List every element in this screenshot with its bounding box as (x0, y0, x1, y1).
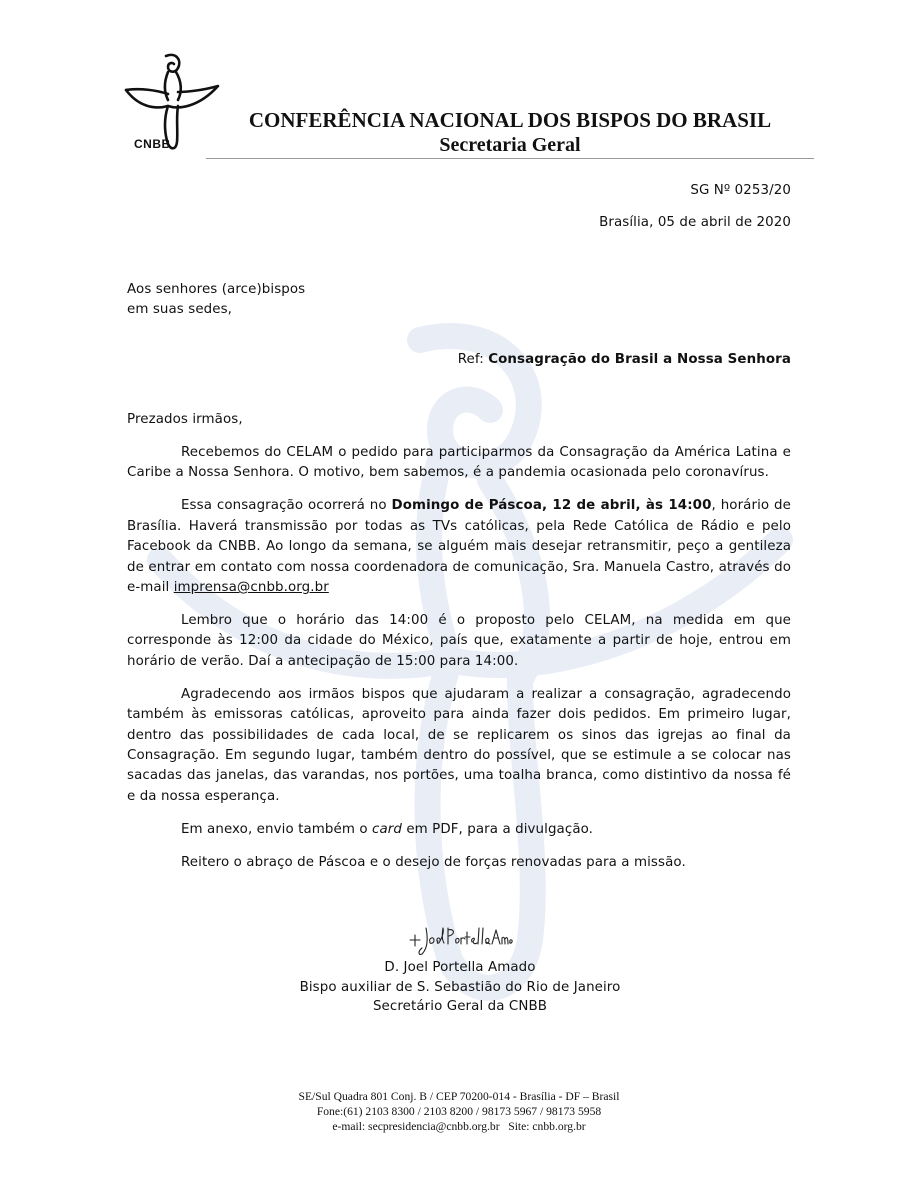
header-divider (206, 158, 814, 159)
signer-block (200, 958, 720, 1017)
paragraph-1: Recebemos do CELAM o pedido para participarmos da Consagração da América Latina e Caribe a Nossa Senhora. O motivo, bem sabemos, é a pandemia ocasionada pelo coronavírus. (127, 445, 791, 481)
press-email-link[interactable]: imprensa@cnbb.org.br (173, 580, 329, 596)
paragraph-5-intro: Em anexo, envio também o (181, 821, 372, 837)
greeting: Prezados irmãos, (127, 412, 243, 427)
signer-name: D. Joel Portella Amado (384, 960, 536, 975)
paragraph-2-intro: Essa consagração ocorrerá no (181, 498, 392, 514)
paragraph-2 (127, 496, 791, 598)
footer-contact: e-mail: secpresidencia@cnbb.org.br Site: cnbb.org.br (332, 1120, 586, 1133)
event-datetime: Domingo de Páscoa, 12 de abril, às 14:00 (391, 498, 712, 514)
subject-label: Ref: (457, 352, 489, 367)
handwritten-signature (406, 918, 516, 958)
footer (160, 1089, 758, 1134)
signer-role-1: Bispo auxiliar de S. Sebastião do Rio de Janeiro (299, 979, 621, 995)
reference-number: SG Nº 0253/20 (690, 183, 791, 198)
organization-subtitle: Secretaria Geral (439, 134, 581, 156)
subject-text: Consagração do Brasil a Nossa Senhora (488, 352, 791, 367)
addressee (127, 280, 305, 320)
addressee-line-1: Aos senhores (arce)bispos (127, 282, 306, 297)
paragraph-5 (127, 820, 791, 840)
place-date: Brasília, 05 de abril de 2020 (599, 215, 791, 230)
letter-body (127, 443, 791, 886)
paragraph-3: Lembro que o horário das 14:00 é o proposto pelo CELAM, na medida em que corresponde às 12:00 da cidade do México, país que, exatamente a partir de hoje, entrou em horário de verão. Daí a antecipação de 15:00 para 14:00. (127, 613, 791, 669)
addressee-line-2: em suas sedes, (127, 302, 233, 317)
organization-title: CONFERÊNCIA NACIONAL DOS BISPOS DO BRASIL (248, 108, 772, 132)
footer-address: SE/Sul Quadra 801 Conj. B / CEP 70200-014 - Brasília - DF – Brasil (298, 1090, 620, 1103)
signer-role-2: Secretário Geral da CNBB (372, 999, 548, 1015)
subject-line (458, 352, 791, 367)
logo-text: CNBB (134, 137, 171, 151)
footer-phones: Fone:(61) 2103 8300 / 2103 8200 / 98173 5967 / 98173 5958 (316, 1105, 602, 1118)
paragraph-4: Agradecendo aos irmãos bispos que ajudaram a realizar a consagração, agradecendo também às emissoras católicas, aproveito para ainda fazer dois pedidos. Em primeiro lugar, dentro das possibilidades de cada local, de se replicarem os sinos das igrejas ao final da Consagração. Em segundo lugar, também dentro do possível, que se estimule a se colocar nas sacadas das janelas, das varandas, nos portões, uma toalha branca, como distintivo da nossa fé e da nossa esperança. (127, 686, 791, 804)
paragraph-2-text: , horário de Brasília. Haverá transmissão por todas as TVs católicas, pela Rede Católica de Rádio e pelo Facebook da CNBB. Ao longo da semana, se alguém mais desejar retransmitir, peço a gentileza de entrar em contato com nossa coordenadora de comunicação, Sra. Manuela Castro, através do e-mail (127, 498, 791, 596)
card-word: card (371, 821, 402, 837)
paragraph-6: Reitero o abraço de Páscoa e o desejo de forças renovadas para a missão. (181, 854, 686, 870)
paragraph-5-text: em PDF, para a divulgação. (401, 821, 594, 837)
